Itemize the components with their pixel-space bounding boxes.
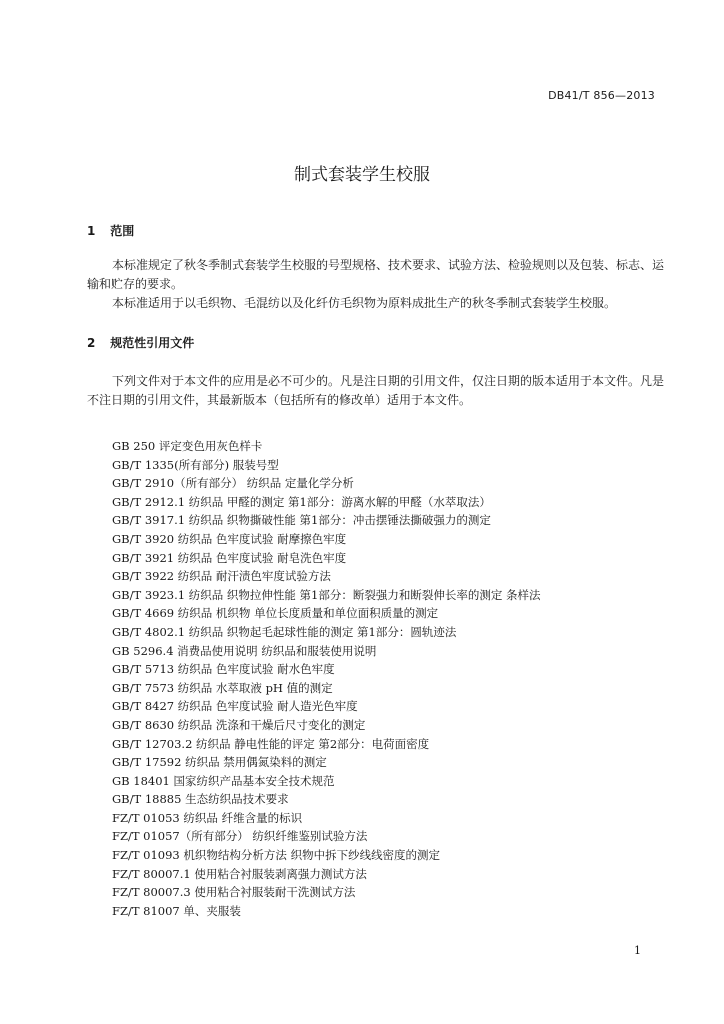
reference-item: FZ/T 80007.3 使用粘合衬服装耐干洗测试方法 bbox=[112, 885, 356, 900]
reference-item: GB/T 17592 纺织品 禁用偶氮染料的测定 bbox=[112, 755, 327, 770]
reference-item: FZ/T 01053 纺织品 纤维含量的标识 bbox=[112, 810, 303, 825]
scope-paragraph-1: 本标准规定了秋冬季制式套装学生校服的号型规格、技术要求、试验方法、检验规则以及包装、标志、运输和贮存的要求。 bbox=[87, 258, 665, 291]
reference-item: FZ/T 80007.1 使用粘合衬服装剥离强力测试方法 bbox=[112, 866, 367, 881]
reference-item: GB 18401 国家纺织产品基本安全技术规范 bbox=[112, 773, 335, 788]
reference-item: GB/T 18885 生态纺织品技术要求 bbox=[112, 792, 289, 807]
reference-item: GB/T 4669 纺织品 机织物 单位长度质量和单位面积质量的测定 bbox=[112, 606, 439, 621]
page-number: 1 bbox=[634, 944, 641, 957]
scope-paragraph-2: 本标准适用于以毛织物、毛混纺以及化纤仿毛织物为原料成批生产的秋冬季制式套装学生校服。 bbox=[112, 296, 617, 310]
section-1-heading bbox=[87, 222, 134, 239]
section-number: 2 bbox=[87, 336, 96, 350]
reference-item: GB/T 3922 纺织品 耐汗渍色牢度试验方法 bbox=[112, 569, 331, 584]
reference-item: FZ/T 01093 机织物结构分析方法 织物中拆下纱线线密度的测定 bbox=[112, 848, 441, 863]
reference-item: GB/T 1335(所有部分) 服装号型 bbox=[112, 457, 279, 472]
reference-item: GB/T 3920 纺织品 色牢度试验 耐摩擦色牢度 bbox=[112, 531, 347, 546]
reference-item: GB/T 12703.2 纺织品 静电性能的评定 第2部分：电荷面密度 bbox=[112, 736, 430, 751]
document-title: 制式套装学生校服 bbox=[294, 165, 430, 185]
reference-item: GB/T 4802.1 纺织品 织物起毛起球性能的测定 第1部分：圆轨迹法 bbox=[112, 624, 457, 639]
section-title: 规范性引用文件 bbox=[110, 336, 195, 350]
reference-item: FZ/T 01057（所有部分） 纺织纤维鉴别试验方法 bbox=[112, 829, 368, 844]
standard-code: DB41/T 856—2013 bbox=[548, 89, 655, 102]
reference-item: GB/T 3917.1 纺织品 织物撕破性能 第1部分：冲击摆锤法撕破强力的测定 bbox=[112, 513, 491, 528]
normative-references-intro: 下列文件对于本文件的应用是必不可少的。凡是注日期的引用文件，仅注日期的版本适用于本文件。凡是不注日期的引用文件，其最新版本（包括所有的修改单）适用于本文件。 bbox=[87, 374, 665, 407]
reference-list bbox=[112, 437, 541, 920]
reference-item: GB 250 评定变色用灰色样卡 bbox=[112, 439, 263, 453]
reference-item: GB/T 7573 纺织品 水萃取液 pH 值的测定 bbox=[112, 680, 333, 695]
reference-item: FZ/T 81007 单、夹服装 bbox=[112, 903, 241, 918]
reference-item: GB/T 5713 纺织品 色牢度试验 耐水色牢度 bbox=[112, 662, 335, 677]
reference-item: GB/T 2912.1 纺织品 甲醛的测定 第1部分：游离水解的甲醛（水萃取法） bbox=[112, 494, 491, 509]
section-2-heading bbox=[87, 334, 194, 351]
reference-item: GB 5296.4 消费品使用说明 纺织品和服装使用说明 bbox=[112, 643, 377, 658]
section-number: 1 bbox=[87, 224, 96, 238]
reference-item: GB/T 3921 纺织品 色牢度试验 耐皂洗色牢度 bbox=[112, 550, 347, 565]
section-title: 范围 bbox=[110, 224, 135, 238]
reference-item: GB/T 2910（所有部分） 纺织品 定量化学分析 bbox=[112, 476, 354, 491]
reference-item: GB/T 8630 纺织品 洗涤和干燥后尺寸变化的测定 bbox=[112, 717, 366, 732]
reference-item: GB/T 8427 纺织品 色牢度试验 耐人造光色牢度 bbox=[112, 699, 358, 714]
reference-item: GB/T 3923.1 纺织品 织物拉伸性能 第1部分：断裂强力和断裂伸长率的测定 条样法 bbox=[112, 587, 541, 602]
